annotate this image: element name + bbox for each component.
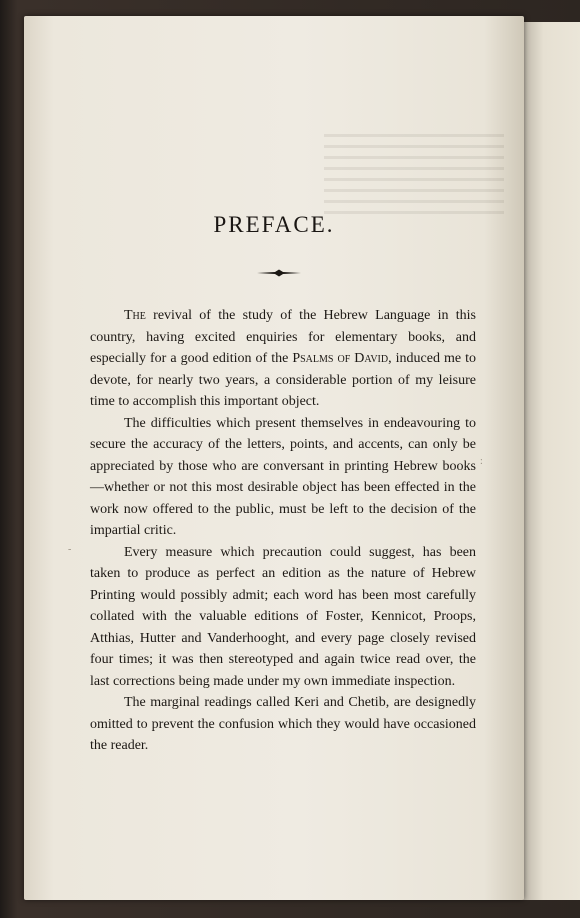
psalms-of-david: Psalms of David xyxy=(292,351,389,366)
paragraph-2: The difficulties which present themselves in endeavouring to secure the accuracy of the letters, points, and accents, can only be appreciated by those who are conversant in printing Hebrew books—whether or not this most desirable object has been effected in the work now offered to the public, must be left to the decision of the impartial critic. xyxy=(90,415,476,538)
ornament-rule-icon xyxy=(257,268,301,278)
paragraph-1-lead: The xyxy=(124,308,146,323)
paragraph-1 xyxy=(90,305,476,413)
paragraph-1-part-1: revival of the study of the Hebrew Language in this country, having excited enquiries for elementary books, and especially for a good edition of the xyxy=(90,308,476,366)
preface-body xyxy=(90,305,476,757)
margin-mark: - xyxy=(68,544,72,555)
paragraph-1-part-2: , induced me to devote, for nearly two years, a considerable portion of my leisure time to accomplish this important object. xyxy=(90,351,476,409)
margin-mark: : xyxy=(480,456,483,467)
facing-page-edge xyxy=(522,22,580,900)
book-page xyxy=(24,16,524,900)
paragraph-3: Every measure which precaution could suggest, has been taken to produce as perfect an edition as the nature of Hebrew Printing would possibly admit; each word has been most carefully collated with the valuable editions of Foster, Kennicot, Proops, Atthias, Hutter and Vanderhooght, and every page closely revised four times; it was then stereotyped and again twice read over, the last corrections being made under my own immediate inspection. xyxy=(90,544,476,689)
page-title: PREFACE. xyxy=(213,212,335,237)
paragraph-4: The marginal readings called Keri and Chetib, are designedly omitted to prevent the confusion which they would have occasioned the reader. xyxy=(90,695,476,753)
